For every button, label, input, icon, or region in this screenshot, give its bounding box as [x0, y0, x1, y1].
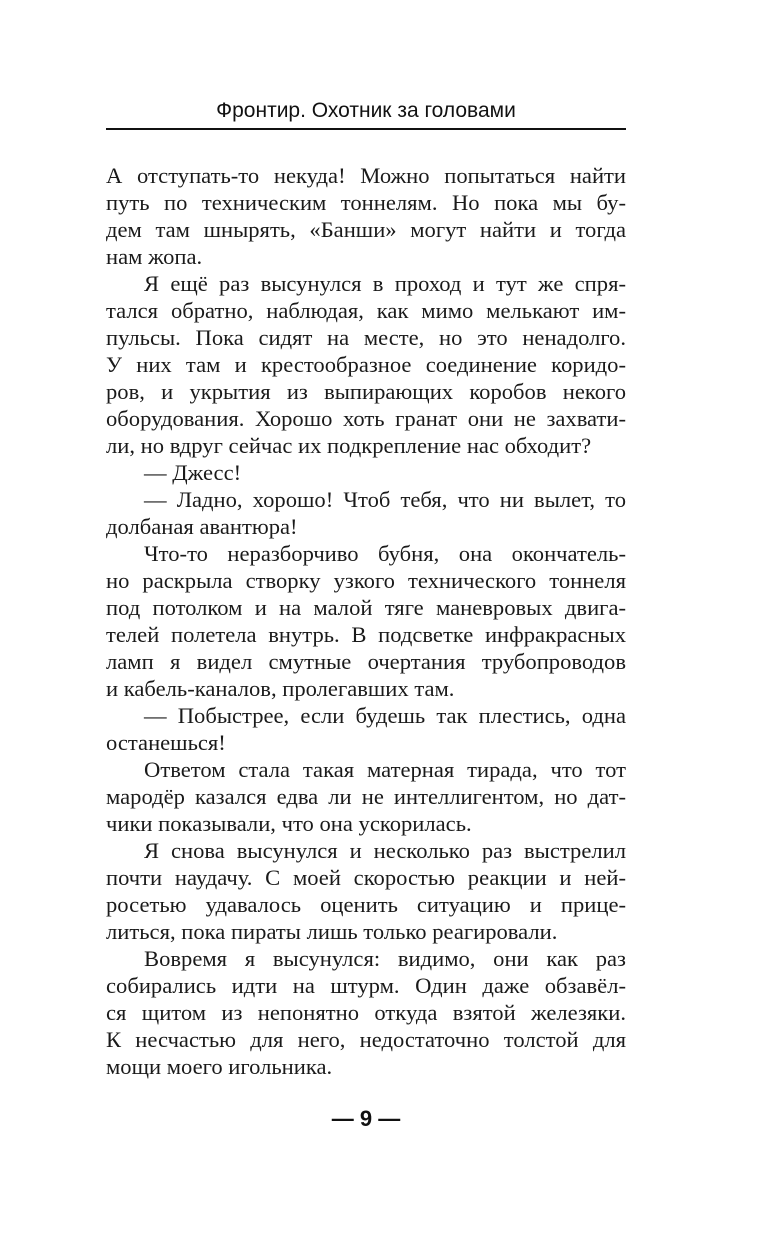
text-line: мародёр казался едва ли не интеллигентом, но дат-: [106, 784, 626, 809]
text-line: и кабель-каналов, пролегавших там.: [106, 676, 455, 701]
book-body-text: [106, 162, 626, 1080]
text-line: — Ладно, хорошо! Чтоб тебя, что ни вылет, то: [144, 487, 626, 512]
text-line: — Джесс!: [144, 460, 242, 485]
paragraph: [106, 540, 626, 702]
text-line: но раскрыла створку узкого технического тоннеля: [106, 568, 626, 593]
paragraph: [106, 945, 626, 1080]
text-line: Я ещё раз высунулся в проход и тут же спря-: [144, 271, 626, 296]
text-line: оборудования. Хорошо хоть гранат они не захвати-: [106, 406, 626, 431]
text-line: Вовремя я высунулся: видимо, они как раз: [144, 946, 626, 971]
paragraph: [106, 702, 626, 756]
text-line: почти наудачу. С моей скоростью реакции и ней-: [106, 865, 626, 890]
text-line: У них там и крестообразное соединение коридо-: [106, 352, 626, 377]
text-line: Я снова высунулся и несколько раз выстрелил: [144, 838, 626, 863]
text-line: Что-то неразборчиво бубня, она окончатель-: [144, 541, 626, 566]
text-line: А отступать-то некуда! Можно попытаться найти: [106, 163, 626, 188]
text-line: мощи моего игольника.: [106, 1054, 333, 1079]
paragraph: [106, 459, 626, 486]
text-line: К несчастью для него, недостаточно толстой для: [106, 1027, 626, 1052]
paragraph: [106, 756, 626, 837]
paragraph: [106, 486, 626, 540]
text-line: нам жопа.: [106, 244, 203, 269]
paragraph: [106, 270, 626, 459]
text-line: ся щитом из непонятно откуда взятой железяки.: [106, 1000, 626, 1025]
text-line: чики показывали, что она ускорилась.: [106, 811, 472, 836]
text-line: останешься!: [106, 730, 226, 755]
text-line: — Побыстрее, если будешь так плестись, одна: [144, 703, 626, 728]
text-line: долбаная авантюра!: [106, 514, 298, 539]
text-line: телей полетела внутрь. В подсветке инфракрасных: [106, 622, 626, 647]
text-line: путь по техническим тоннелям. Но пока мы бу-: [106, 190, 626, 215]
text-line: литься, пока пираты лишь только реагировали.: [106, 919, 558, 944]
text-line: тался обратно, наблюдая, как мимо мелькают им-: [106, 298, 626, 323]
text-line: ров, и укрытия из выпирающих коробов некого: [106, 379, 626, 404]
text-line: росетью удавалось оценить ситуацию и прице-: [106, 892, 626, 917]
header-rule: [106, 128, 626, 130]
paragraph: [106, 162, 626, 270]
text-line: ламп я видел смутные очертания трубопроводов: [106, 649, 626, 674]
text-line: ли, но вдруг сейчас их подкрепление нас обходит?: [106, 433, 592, 458]
text-line: дем там шнырять, «Банши» могут найти и тогда: [106, 217, 626, 242]
text-line: собирались идти на штурм. Один даже обзавёл-: [106, 973, 626, 998]
page-number: — 9 —: [331, 1106, 401, 1131]
text-line: пульсы. Пока сидят на месте, но это ненадолго.: [106, 325, 626, 350]
paragraph: [106, 837, 626, 945]
text-line: Ответом стала такая матерная тирада, что тот: [144, 757, 626, 782]
text-line: под потолком и на малой тяге маневровых двига-: [106, 595, 626, 620]
running-header: Фронтир. Охотник за головами: [216, 99, 516, 122]
